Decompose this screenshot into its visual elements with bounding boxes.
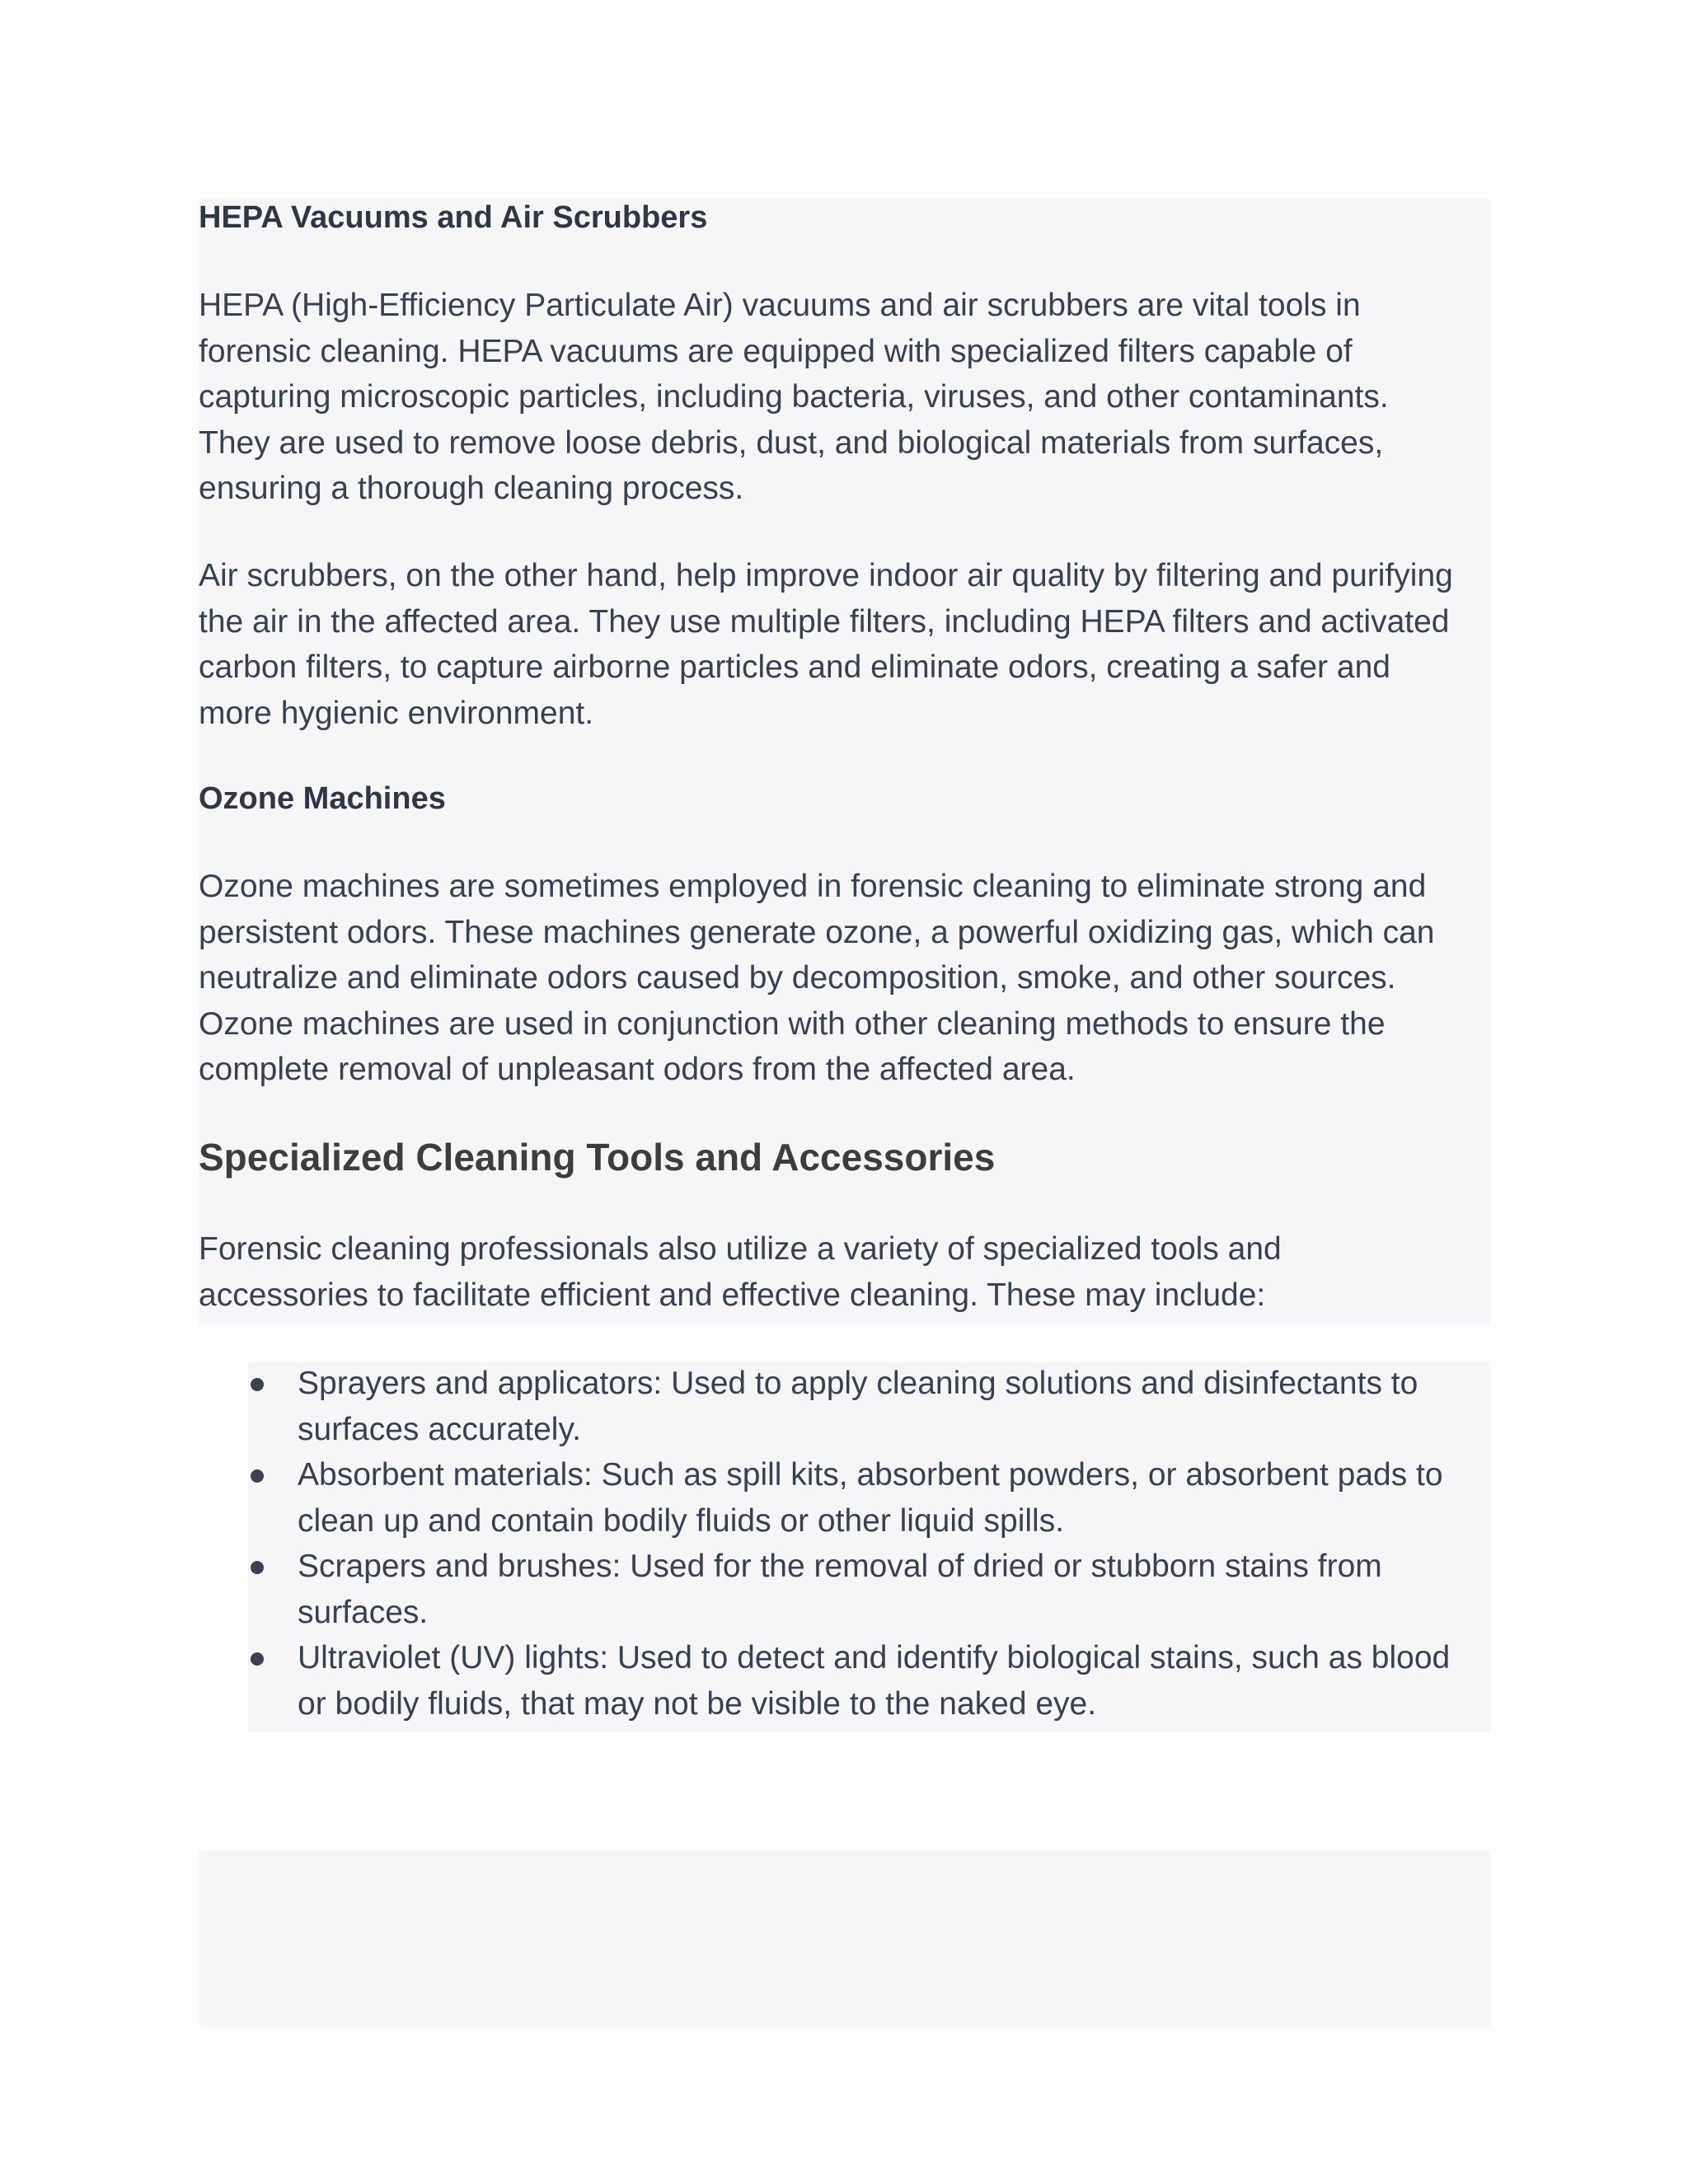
paragraph-tools-intro: [199, 1226, 1282, 1318]
paragraph-line: persistent odors. These machines generate ozone, a powerful oxidizing gas, which can: [199, 914, 1435, 950]
list-item-line: Sprayers and applicators: Used to apply cleaning solutions and disinfectants to: [298, 1366, 1418, 1401]
list-item-line: Ultraviolet (UV) lights: Used to detect and identify biological stains, such as blood: [298, 1640, 1451, 1675]
list-item-line: Scrapers and brushes: Used for the removal of dried or stubborn stains from: [298, 1549, 1382, 1584]
paragraph-line: forensic cleaning. HEPA vacuums are equipped with specialized filters capable of: [199, 333, 1353, 369]
heading-hepa: HEPA Vacuums and Air Scrubbers: [199, 200, 708, 235]
list-item: [248, 1635, 1490, 1727]
tools-list: [248, 1361, 1490, 1727]
bullet-icon: [251, 1652, 264, 1666]
heading-specialized-tools: Specialized Cleaning Tools and Accessories: [199, 1136, 996, 1179]
paragraph-line: carbon filters, to capture airborne particles and eliminate odors, creating a safer and: [199, 649, 1390, 685]
list-item: [248, 1544, 1490, 1635]
heading-ozone: Ozone Machines: [199, 781, 446, 816]
empty-content-block: [199, 1850, 1490, 2027]
paragraph-line: accessories to facilitate efficient and effective cleaning. These may include:: [199, 1277, 1266, 1313]
bullet-icon: [251, 1561, 264, 1574]
paragraph-line: Ozone machines are used in conjunction with other cleaning methods to ensure the: [199, 1005, 1386, 1042]
paragraph-air-scrubbers: [199, 553, 1453, 736]
paragraph-line: complete removal of unpleasant odors from the affected area.: [199, 1052, 1076, 1087]
list-item-line: Absorbent materials: Such as spill kits, absorbent powders, or absorbent pads to: [298, 1457, 1443, 1493]
list-item-line: surfaces accurately.: [298, 1411, 581, 1447]
list-item: [248, 1361, 1490, 1452]
paragraph-line: ensuring a thorough cleaning process.: [199, 471, 744, 506]
list-item-line: surfaces.: [298, 1594, 429, 1630]
paragraph-line: more hygienic environment.: [199, 695, 594, 731]
paragraph-ozone: [199, 864, 1434, 1093]
paragraph-line: capturing microscopic particles, including bacteria, viruses, and other contaminants.: [199, 379, 1389, 415]
paragraph-line: neutralize and eliminate odors caused by decomposition, smoke, and other sources.: [199, 960, 1396, 996]
bullet-icon: [251, 1469, 264, 1483]
paragraph-line: Air scrubbers, on the other hand, help improve indoor air quality by filtering and purifying: [199, 558, 1453, 593]
list-item: [248, 1452, 1490, 1544]
paragraph-line: They are used to remove loose debris, dust, and biological materials from surfaces,: [199, 424, 1384, 461]
paragraph-line: HEPA (High-Efficiency Particulate Air) vacuums and air scrubbers are vital tools in: [199, 288, 1361, 323]
paragraph-line: Forensic cleaning professionals also utilize a variety of specialized tools and: [199, 1231, 1282, 1267]
list-item-line: clean up and contain bodily fluids or other liquid spills.: [298, 1502, 1065, 1539]
paragraph-line: the air in the affected area. They use multiple filters, including HEPA filters and activated: [199, 603, 1450, 640]
paragraph-line: Ozone machines are sometimes employed in forensic cleaning to eliminate strong and: [199, 869, 1427, 904]
bullet-icon: [251, 1378, 264, 1391]
paragraph-hepa-intro: [199, 283, 1389, 512]
list-item-line: or bodily fluids, that may not be visible to the naked eye.: [298, 1685, 1097, 1722]
